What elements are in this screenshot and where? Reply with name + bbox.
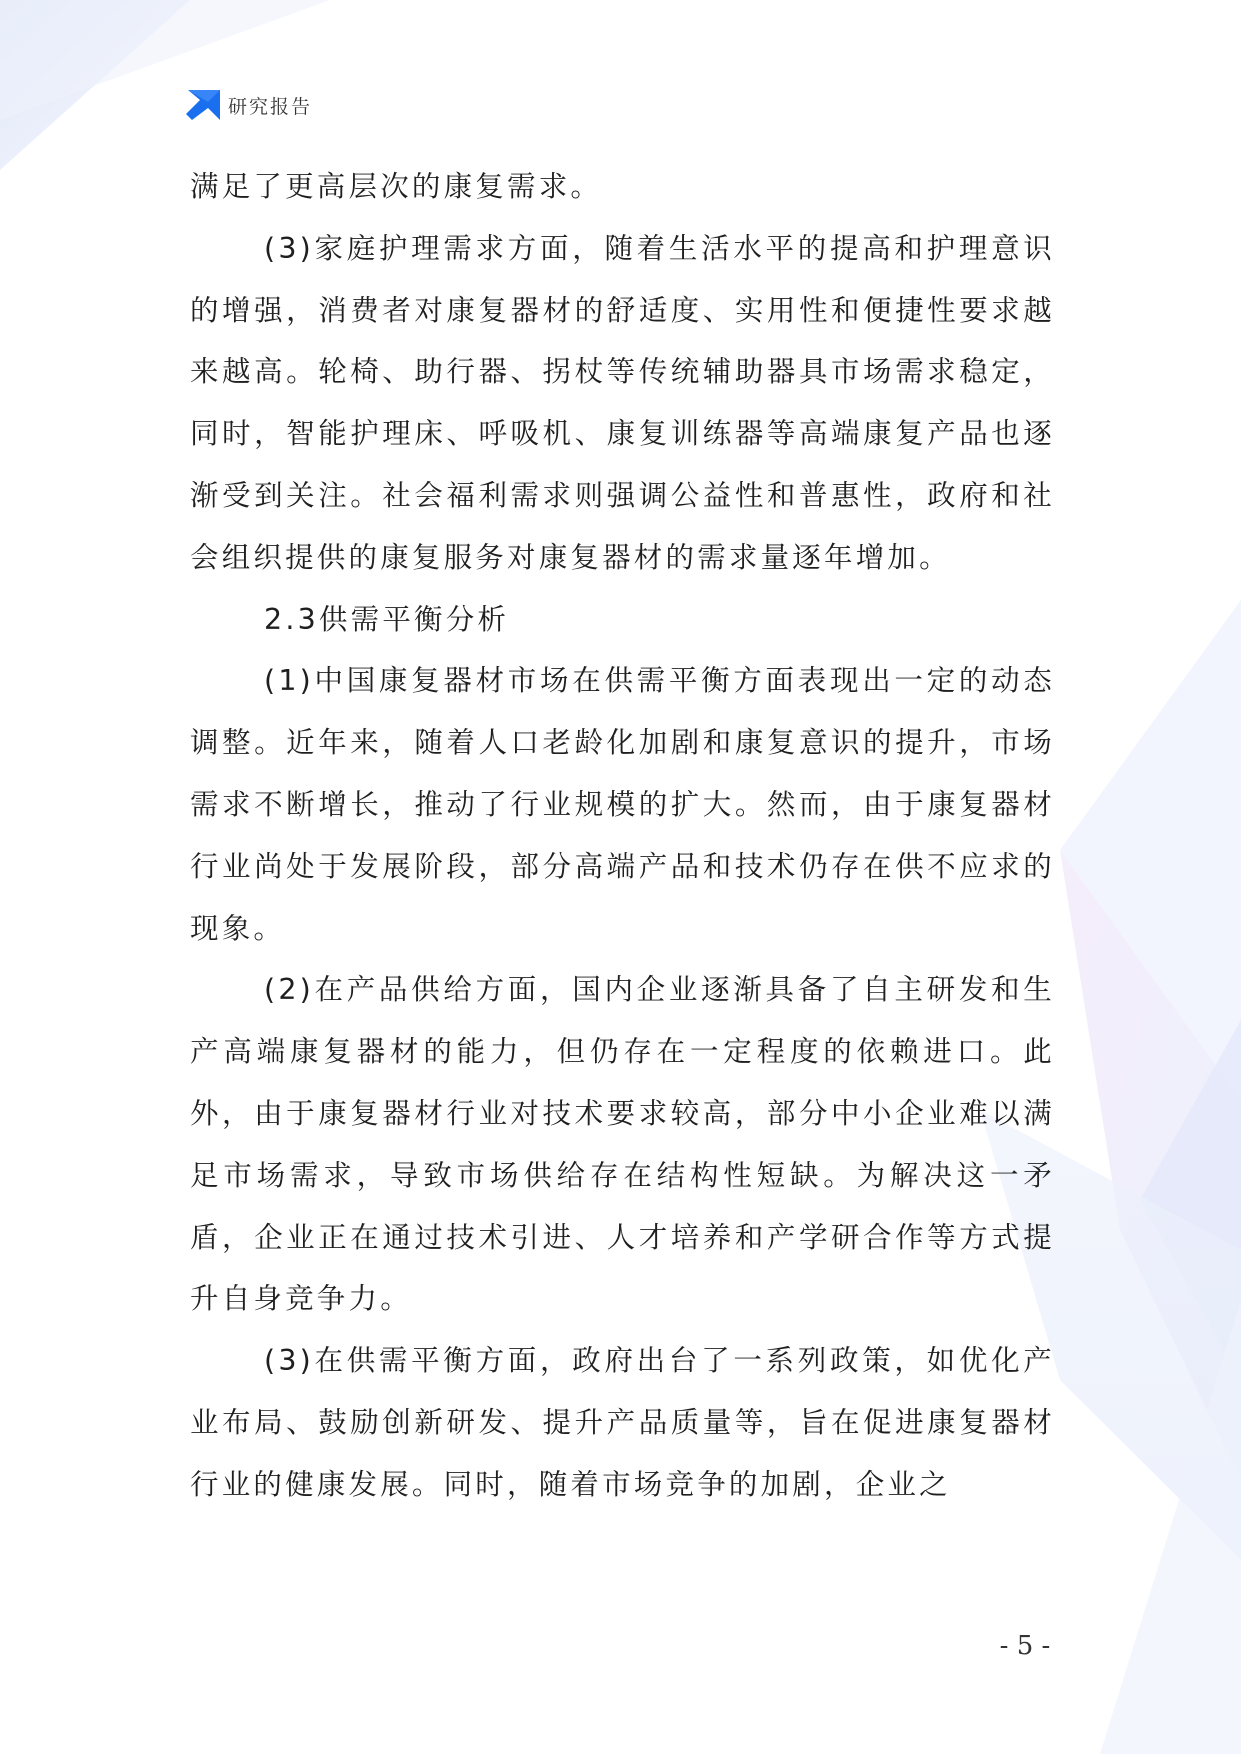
paragraph-household-care-demand: (3)家庭护理需求方面，随着生活水平的提高和护理意识的增强，消费者对康复器材的舒适度、实用性和便捷性要求越来越高。轮椅、助行器、拐杖等传统辅助器具市场需求稳定，同时，智能护理床、呼吸机、康复训练器等高端康复产品也逐渐受到关注。社会福利需求则强调公益性和普惠性，政府和社会组织提供的康复服务对康复器材的需求量逐年增加。 [190, 231, 1055, 574]
paragraph-continuation: 满足了更高层次的康复需求。 [190, 170, 603, 203]
arrow-up-right-icon [186, 90, 220, 120]
paragraph-supply-demand-1: (1)中国康复器材市场在供需平衡方面表现出一定的动态调整。近年来，随着人口老龄化加剧和康复意识的提升，市场需求不断增长，推动了行业规模的扩大。然而，由于康复器材行业尚处于发展阶段，部分高端产品和技术仍存在供不应求的现象。 [190, 664, 1055, 945]
report-header [186, 90, 312, 120]
paragraph-supply-demand-2: (2)在产品供给方面，国内企业逐渐具备了自主研发和生产高端康复器材的能力，但仍存在一定程度的依赖进口。此外，由于康复器材行业对技术要求较高，部分中小企业难以满足市场需求，导致市场供给存在结构性短缺。为解决这一矛盾，企业正在通过技术引进、人才培养和产学研合作等方式提升自身竞争力。 [190, 973, 1055, 1316]
paragraph-supply-demand-3: (3)在供需平衡方面，政府出台了一系列政策，如优化产业布局、鼓励创新研发、提升产品质量等，旨在促进康复器材行业的健康发展。同时，随着市场竞争的加剧，企业之 [190, 1344, 1055, 1501]
page-number: - 5 - [999, 1631, 1051, 1661]
header-label: 研究报告 [228, 95, 313, 118]
document-body [190, 156, 1055, 1516]
section-heading: 2.3供需平衡分析 [264, 602, 510, 636]
